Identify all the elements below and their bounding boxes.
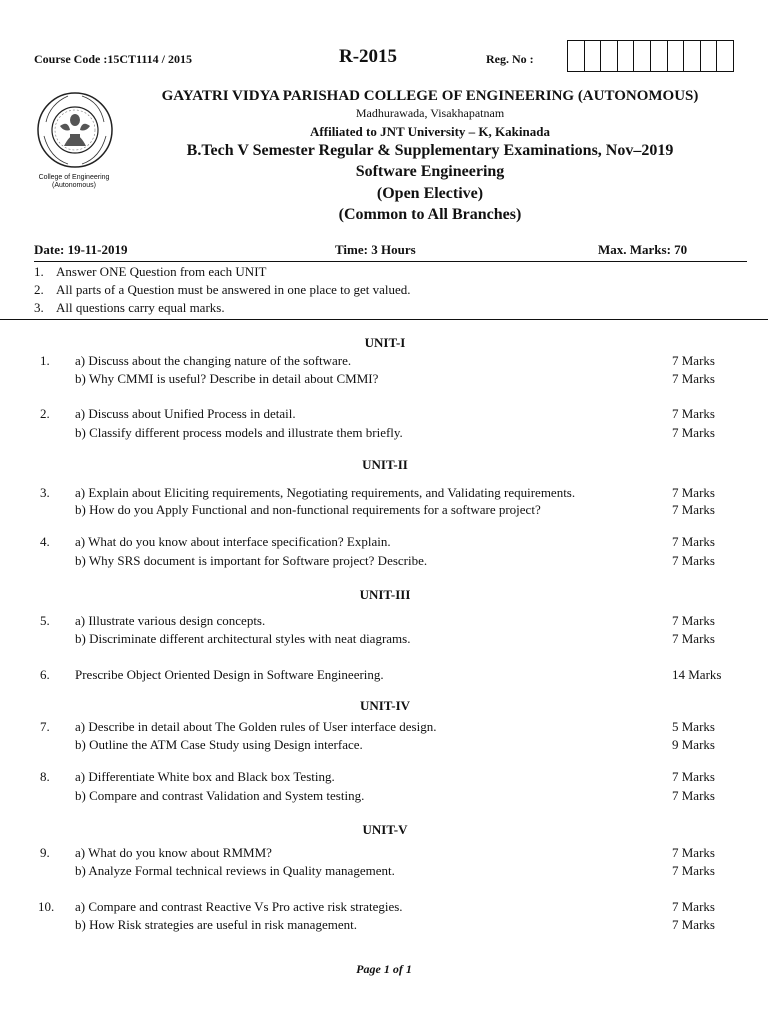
unit-heading: UNIT-III (359, 587, 411, 602)
reg-no-label: Reg. No : (486, 52, 534, 66)
question-marks: 7 Marks (672, 769, 715, 784)
affiliation: Affiliated to JNT University – K, Kakinada (310, 124, 550, 139)
exam-time: Time: 3 Hours (335, 242, 416, 257)
question-marks: 7 Marks (672, 485, 715, 500)
logo-caption-sub: (Autonomous) (52, 182, 96, 189)
unit-heading: UNIT-IV (359, 698, 411, 713)
question-number: 6. (40, 667, 50, 682)
question-marks: 5 Marks (672, 719, 715, 734)
unit-heading: UNIT-I (364, 335, 406, 350)
question-text: b) Discriminate different architectural styles with neat diagrams. (75, 631, 411, 646)
reg-no-box (617, 40, 634, 72)
reg-no-box (700, 40, 717, 72)
question-text: b) Why CMMI is useful? Describe in detail about CMMI? (75, 371, 379, 386)
college-logo (36, 90, 114, 176)
exam-date: Date: 19-11-2019 (34, 242, 128, 257)
elective-label: (Open Elective) (376, 185, 484, 202)
question-text: a) Describe in detail about The Golden rules of User interface design. (75, 719, 437, 734)
question-number: 2. (40, 406, 50, 421)
regulation-label: R-2015 (339, 46, 398, 67)
reg-no-box (667, 40, 684, 72)
question-marks: 7 Marks (672, 845, 715, 860)
question-number: 5. (40, 613, 50, 628)
reg-no-box (567, 40, 584, 72)
subject-title: Software Engineering (355, 163, 505, 180)
reg-no-box (600, 40, 617, 72)
course-code: Course Code :15CT1114 / 2015 (34, 52, 193, 66)
question-text: a) Differentiate White box and Black box Testing. (75, 769, 335, 784)
instruction-item (34, 300, 225, 316)
reg-no-box (633, 40, 650, 72)
question-text: a) Discuss about Unified Process in detail. (75, 406, 296, 421)
question-text: Prescribe Object Oriented Design in Software Engineering. (75, 667, 384, 682)
question-marks: 7 Marks (672, 406, 715, 421)
question-text: a) What do you know about interface specification? Explain. (75, 534, 391, 549)
question-text: b) Analyze Formal technical reviews in Quality management. (75, 863, 395, 878)
common-label: (Common to All Branches) (338, 206, 522, 223)
question-number: 7. (40, 719, 50, 734)
instruction-item (34, 282, 411, 298)
question-marks: 7 Marks (672, 863, 715, 878)
question-text: a) Explain about Eliciting requirements, Negotiating requirements, and Validating requirements. (75, 485, 576, 500)
question-text: a) Illustrate various design concepts. (75, 613, 266, 628)
question-text: b) Classify different process models and illustrate them briefly. (75, 425, 403, 440)
question-text: b) Outline the ATM Case Study using Design interface. (75, 737, 363, 752)
question-number: 3. (40, 485, 50, 500)
question-marks: 7 Marks (672, 631, 715, 646)
instruction-text: Answer ONE Question from each UNIT (56, 264, 267, 279)
question-marks: 7 Marks (672, 534, 715, 549)
instruction-number: 2. (34, 282, 44, 297)
question-text: b) How do you Apply Functional and non-functional requirements for a software project? (75, 502, 541, 517)
question-marks: 9 Marks (672, 737, 715, 752)
question-marks: 7 Marks (672, 425, 715, 440)
reg-no-box (683, 40, 700, 72)
question-text: a) Compare and contrast Reactive Vs Pro active risk strategies. (75, 899, 403, 914)
instruction-text: All questions carry equal marks. (56, 300, 225, 315)
reg-no-boxes (567, 40, 734, 72)
instruction-number: 3. (34, 300, 44, 315)
question-marks: 7 Marks (672, 371, 715, 386)
instruction-item (34, 264, 266, 280)
college-location: Madhurawada, Visakhapatnam (355, 106, 505, 120)
question-text: b) Why SRS document is important for Software project? Describe. (75, 553, 428, 568)
logo-caption: College of Engineering (38, 174, 110, 181)
question-marks: 7 Marks (672, 553, 715, 568)
question-number: 9. (40, 845, 50, 860)
divider (34, 261, 747, 262)
question-marks: 7 Marks (672, 502, 715, 517)
question-number: 1. (40, 353, 50, 368)
question-marks: 7 Marks (672, 788, 715, 803)
question-number: 8. (40, 769, 50, 784)
question-text: b) How Risk strategies are useful in risk management. (75, 917, 357, 932)
reg-no-box (584, 40, 601, 72)
question-marks: 7 Marks (672, 899, 715, 914)
instruction-number: 1. (34, 264, 44, 279)
college-name: GAYATRI VIDYA PARISHAD COLLEGE OF ENGINEERING (AUTONOMOUS) (161, 88, 699, 104)
instruction-text: All parts of a Question must be answered in one place to get valued. (56, 282, 411, 297)
question-text: a) What do you know about RMMM? (75, 845, 272, 860)
reg-no-box (716, 40, 734, 72)
question-number: 10. (38, 899, 55, 914)
question-marks: 7 Marks (672, 353, 715, 368)
question-text: b) Compare and contrast Validation and System testing. (75, 788, 365, 803)
page-number: Page 1 of 1 (356, 962, 412, 976)
max-marks: Max. Marks: 70 (598, 242, 688, 257)
divider (0, 319, 768, 320)
question-text: a) Discuss about the changing nature of the software. (75, 353, 352, 368)
unit-heading: UNIT-V (362, 822, 408, 837)
unit-heading: UNIT-II (362, 457, 408, 472)
question-marks: 7 Marks (672, 917, 715, 932)
question-number: 4. (40, 534, 50, 549)
exam-title: B.Tech V Semester Regular & Supplementary Examinations, Nov–2019 (186, 142, 674, 159)
question-marks: 14 Marks (672, 667, 722, 682)
reg-no-box (650, 40, 667, 72)
question-marks: 7 Marks (672, 613, 715, 628)
